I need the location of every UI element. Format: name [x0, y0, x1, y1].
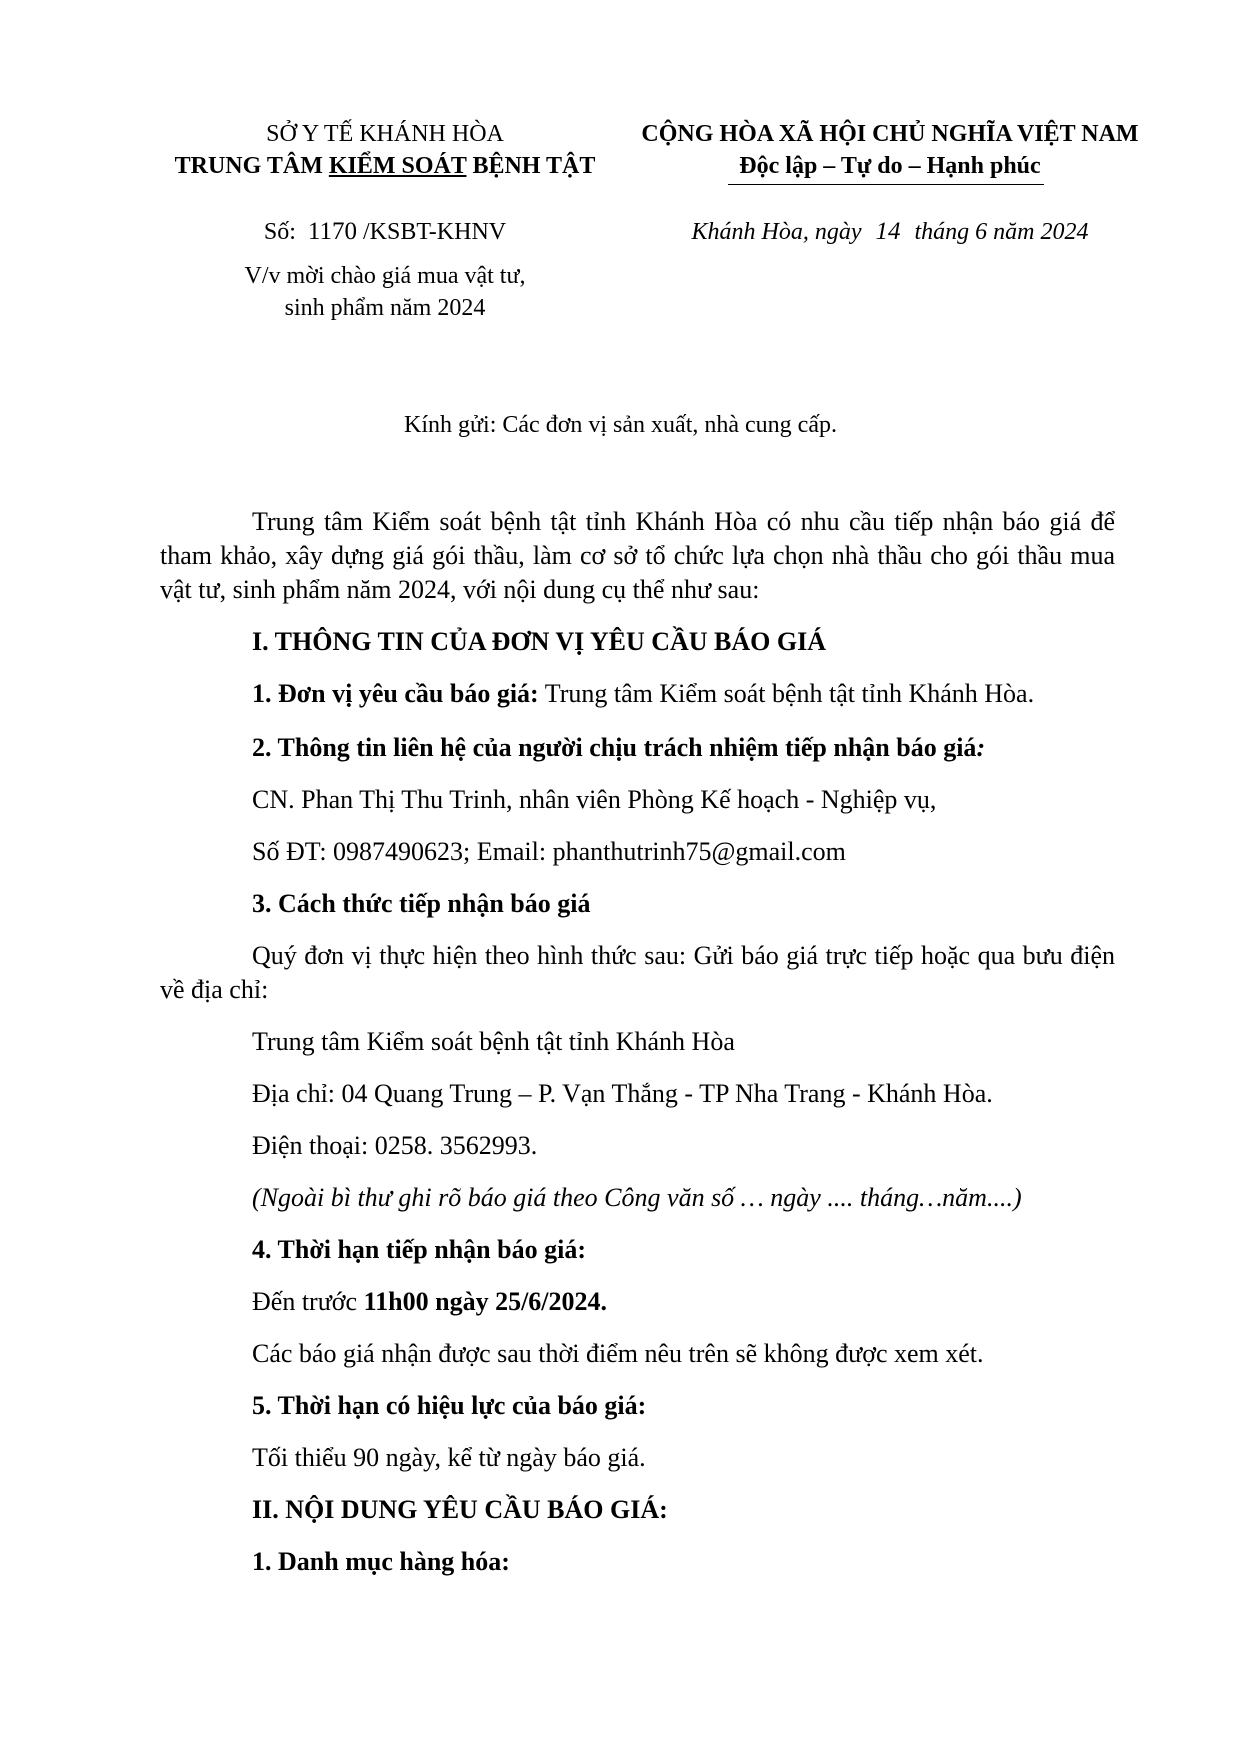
issuing-agency-part2: KIỂM SOÁT [328, 153, 467, 179]
intro-paragraph: Trung tâm Kiểm soát bệnh tật tỉnh Khánh Hòa có nhu cầu tiếp nhận báo giá để tham khảo, xây dựng giá gói thầu, làm cơ sở tổ chức lựa chọn nhà thầu cho gói thầu mua vật tư, sinh phẩm năm 2024, với nội dung cụ thể như sau: [160, 507, 1115, 604]
national-motto: Độc lập – Tự do – Hạnh phúc [739, 153, 1041, 179]
document-body [160, 505, 1115, 1579]
item5-heading: 5. Thời hạn có hiệu lực của báo giá: [252, 1391, 647, 1420]
country-name: CỘNG HÒA XÃ HỘI CHỦ NGHĨA VIỆT NAM [641, 121, 1139, 147]
item3-paragraph: Quý đơn vị thực hiện theo hình thức sau: Gửi báo giá trực tiếp hoặc qua bưu điện về địa chỉ: [160, 941, 1115, 1004]
subject-line2: sinh phẩm năm 2024 [284, 295, 486, 321]
subject-line1: V/v mời chào giá mua vật tư, [244, 263, 526, 289]
parent-agency: SỞ Y TẾ KHÁNH HÒA [266, 121, 504, 147]
validity-line: Tối thiểu 90 ngày, kể từ ngày báo giá. [252, 1443, 646, 1472]
deadline-prefix: Đến trước [252, 1287, 364, 1316]
recipient-line: Kính gửi: Các đơn vị sản xuất, nhà cung cấp. [404, 412, 837, 438]
motto-underline [728, 184, 1044, 185]
document-date [630, 216, 1150, 248]
issuing-agency [150, 150, 620, 182]
item3-heading: 3. Cách thức tiếp nhận báo giá [252, 889, 591, 918]
section2-item1: 1. Danh mục hàng hóa: [252, 1547, 510, 1576]
item2-label: 2. Thông tin liên hệ của người chịu trách nhiệm tiếp nhận báo giá [252, 733, 977, 762]
date-suffix: tháng 6 năm 2024 [914, 219, 1089, 245]
date-prefix: Khánh Hòa, ngày [691, 219, 862, 245]
item1-paragraph [160, 677, 1115, 711]
section2-title: II. NỘI DUNG YÊU CẦU BÁO GIÁ: [252, 1495, 668, 1524]
item1-text: Trung tâm Kiểm soát bệnh tật tỉnh Khánh Hòa. [538, 679, 1035, 708]
contact-person: CN. Phan Thị Thu Trinh, nhân viên Phòng Kế hoạch - Nghiệp vụ, [252, 785, 937, 814]
issuing-agency-part1: TRUNG TÂM [174, 153, 329, 179]
late-note: Các báo giá nhận được sau thời điểm nêu trên sẽ không được xem xét. [252, 1339, 984, 1368]
agency-header [150, 118, 620, 182]
address-name: Trung tâm Kiểm soát bệnh tật tỉnh Khánh Hòa [252, 1027, 735, 1056]
item2-heading [160, 731, 1115, 765]
document-subject [150, 260, 620, 324]
doc-no-value: 1170 [307, 218, 357, 245]
doc-no-suffix: /KSBT-KHNV [362, 219, 507, 245]
phone-line: Điện thoại: 0258. 3562993. [252, 1131, 538, 1160]
national-header [630, 118, 1150, 182]
section1-title: I. THÔNG TIN CỦA ĐƠN VỊ YÊU CẦU BÁO GIÁ [252, 627, 827, 656]
contact-phone-email: Số ĐT: 0987490623; Email: phanthutrinh75@gmail.com [252, 837, 846, 866]
item4-heading: 4. Thời hạn tiếp nhận báo giá: [252, 1235, 586, 1264]
item1-label: 1. Đơn vị yêu cầu báo giá: [252, 679, 539, 708]
deadline-value: 11h00 ngày 25/6/2024. [363, 1287, 608, 1316]
item2-colon: : [976, 733, 986, 762]
address-line: Địa chỉ: 04 Quang Trung – P. Vạn Thắng - TP Nha Trang - Khánh Hòa. [252, 1079, 993, 1108]
document-number [150, 216, 620, 248]
doc-no-label: Số: [263, 219, 296, 245]
date-day: 14 [875, 218, 901, 245]
issuing-agency-part3: BỆNH TẬT [466, 153, 596, 179]
envelope-note: (Ngoài bì thư ghi rõ báo giá theo Công văn số … ngày .... tháng…năm....) [252, 1183, 1022, 1212]
deadline-line [160, 1285, 1115, 1319]
